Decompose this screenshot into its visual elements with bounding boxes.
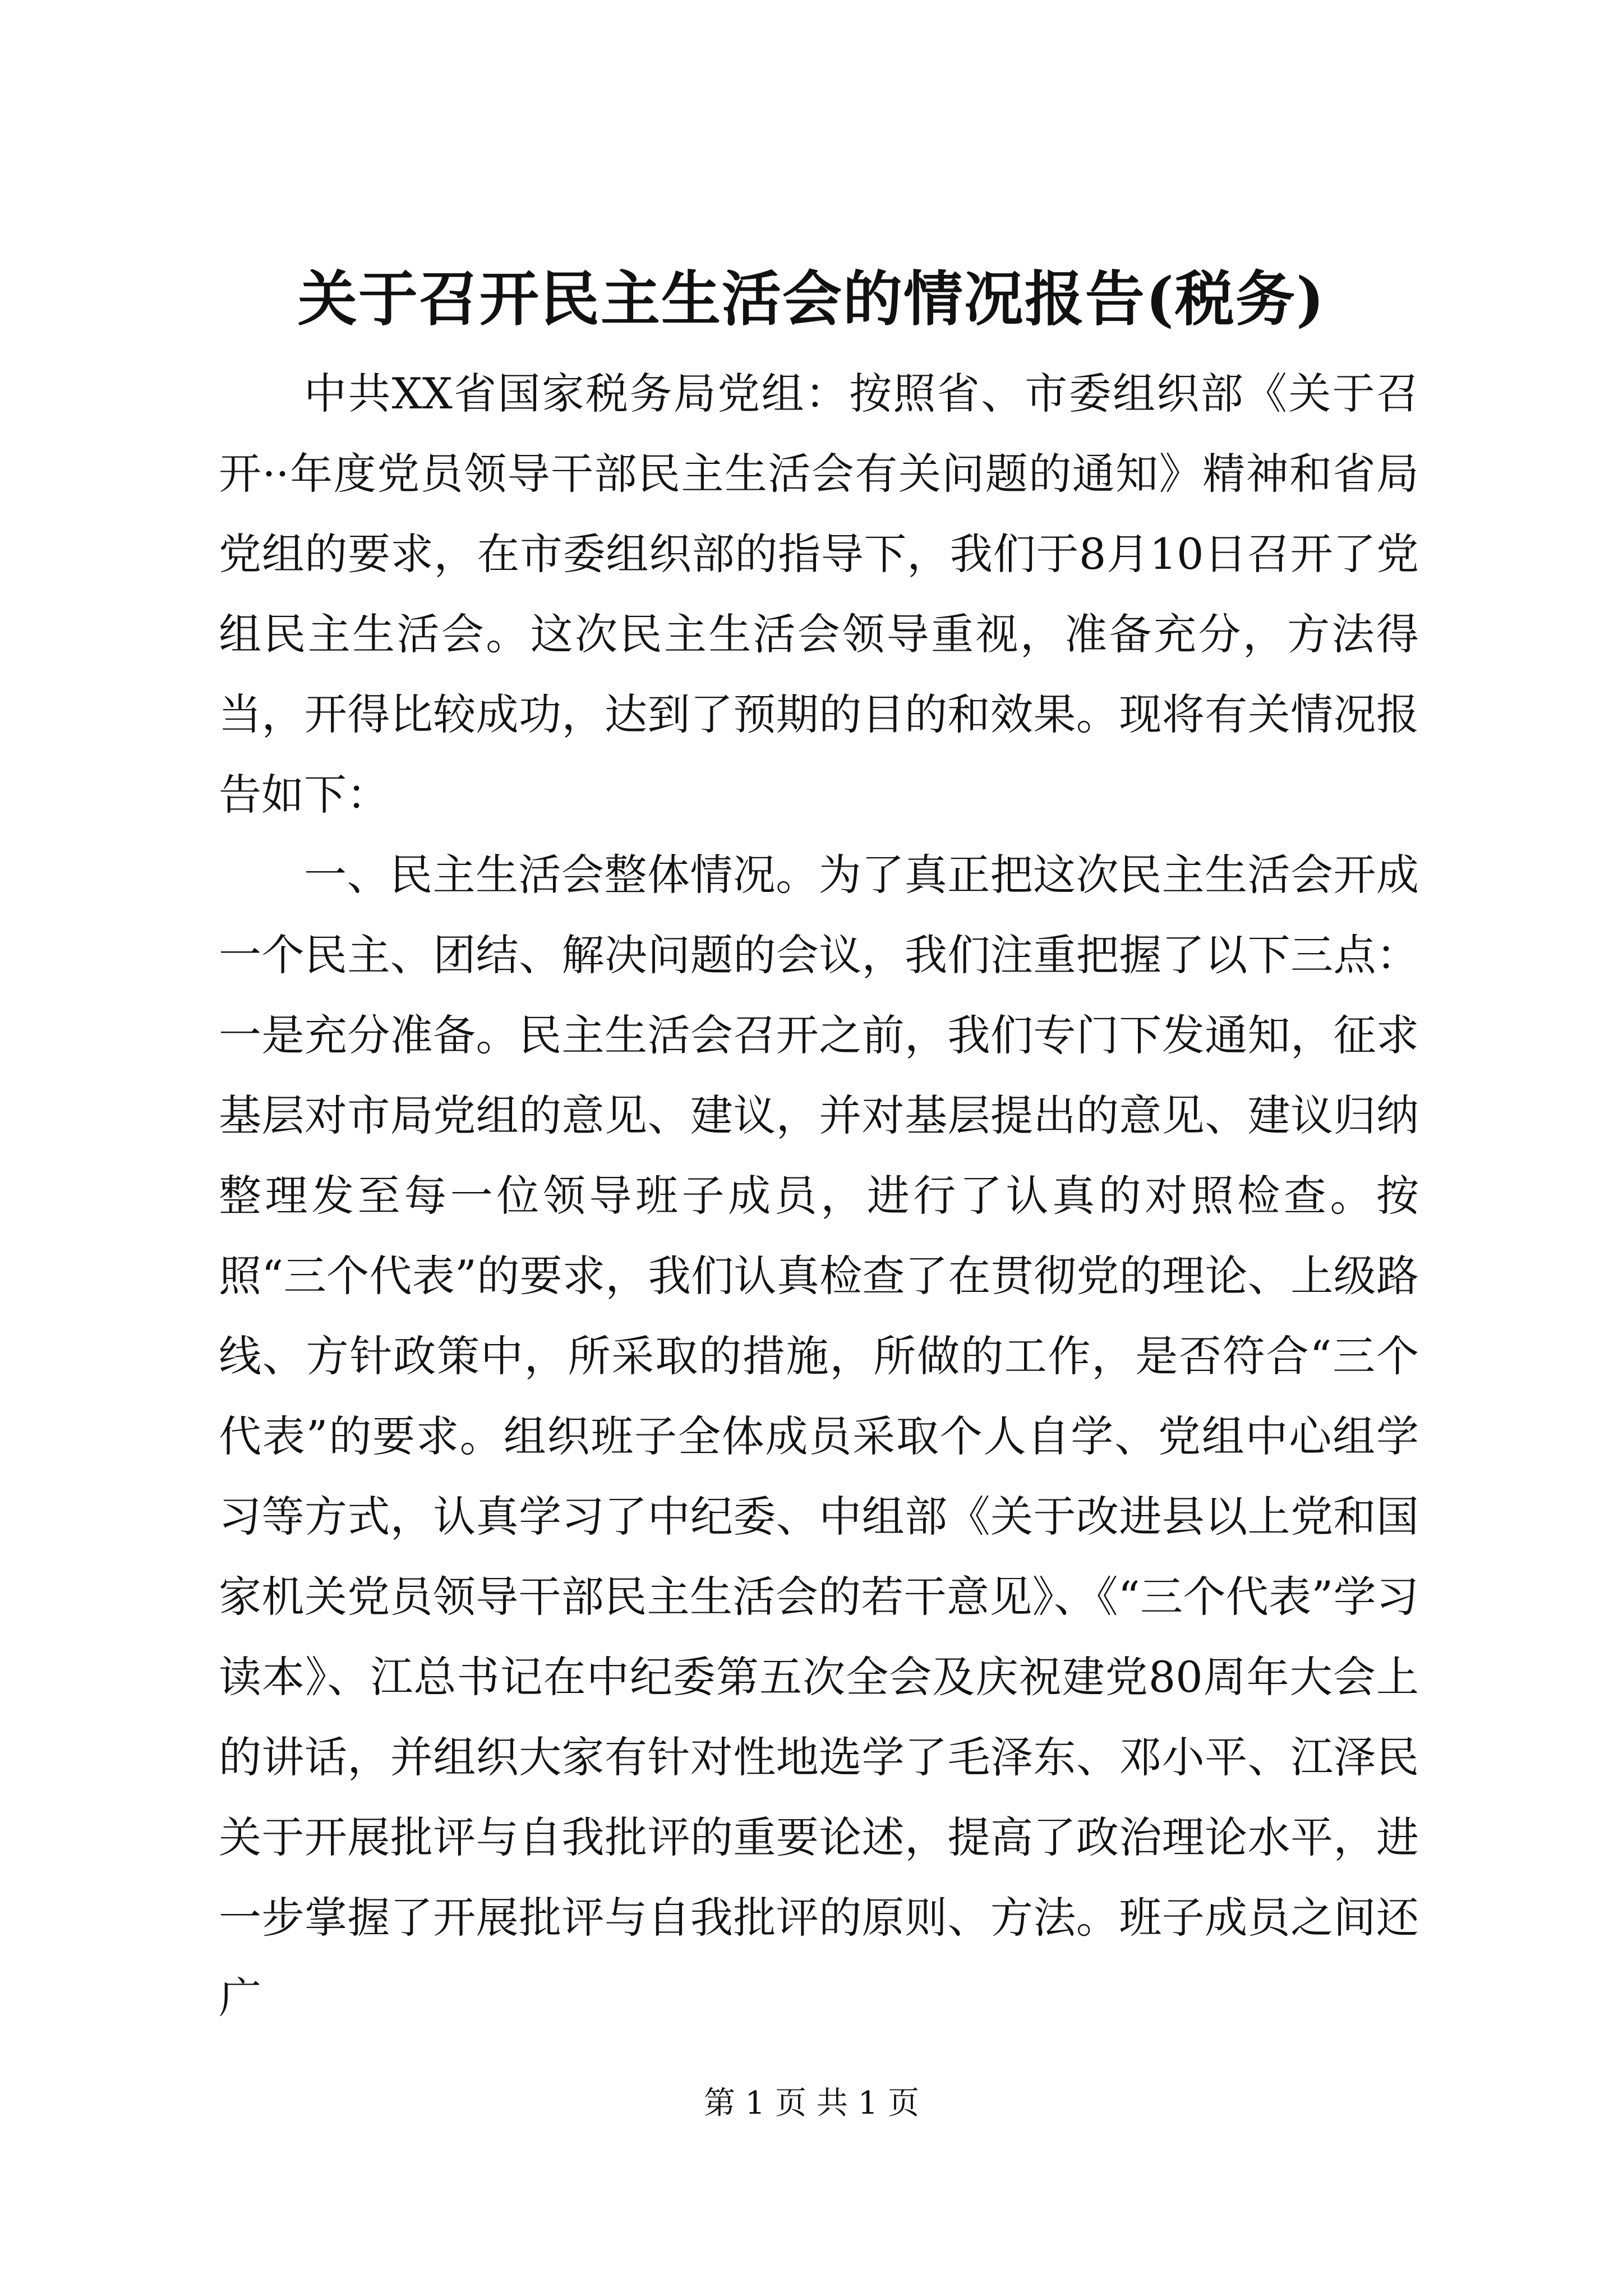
page-footer	[0, 2081, 1623, 2126]
document-body	[219, 353, 1419, 2038]
page-number-label: 第 1 页 共 1 页	[703, 2085, 920, 2122]
paragraph-intro: 中共XX省国家税务局党组：按照省、市委组织部《关于召开··年度党员领导干部民主生活会有关问题的通知》精神和省局党组的要求，在市委组织部的指导下，我们于8月10日召开了党组民主生活会。这次民主生活会领导重视，准备充分，方法得当，开得比较成功，达到了预期的目的和效果。现将有关情况报告如下：	[219, 369, 1419, 820]
document-title: 关于召开民主生活会的情况报告(税务)	[297, 264, 1326, 334]
paragraph-section-one: 一、民主生活会整体情况。为了真正把这次民主生活会开成一个民主、团结、解决问题的会议，我们注重把握了以下三点：一是充分准备。民主生活会召开之前，我们专门下发通知，征求基层对市局党组的意见、建议，并对基层提出的意见、建议归纳整理发至每一位领导班子成员，进行了认真的对照检查。按照“三个代表”的要求，我们认真检查了在贯彻党的理论、上级路线、方针政策中，所采取的措施，所做的工作，是否符合“三个代表”的要求。组织班子全体成员采取个人自学、党组中心组学习等方式，认真学习了中纪委、中组部《关于改进县以上党和国家机关党员领导干部民主生活会的若干意见》、《“三个代表”学习读本》、江总书记在中纪委第五次全会及庆祝建党80周年大会上的讲话，并组织大家有针对性地选学了毛泽东、邓小平、江泽民关于开展批评与自我批评的重要论述，提高了政治理论水平，进一步掌握了开展批评与自我批评的原则、方法。班子成员之间还广	[219, 850, 1419, 2023]
